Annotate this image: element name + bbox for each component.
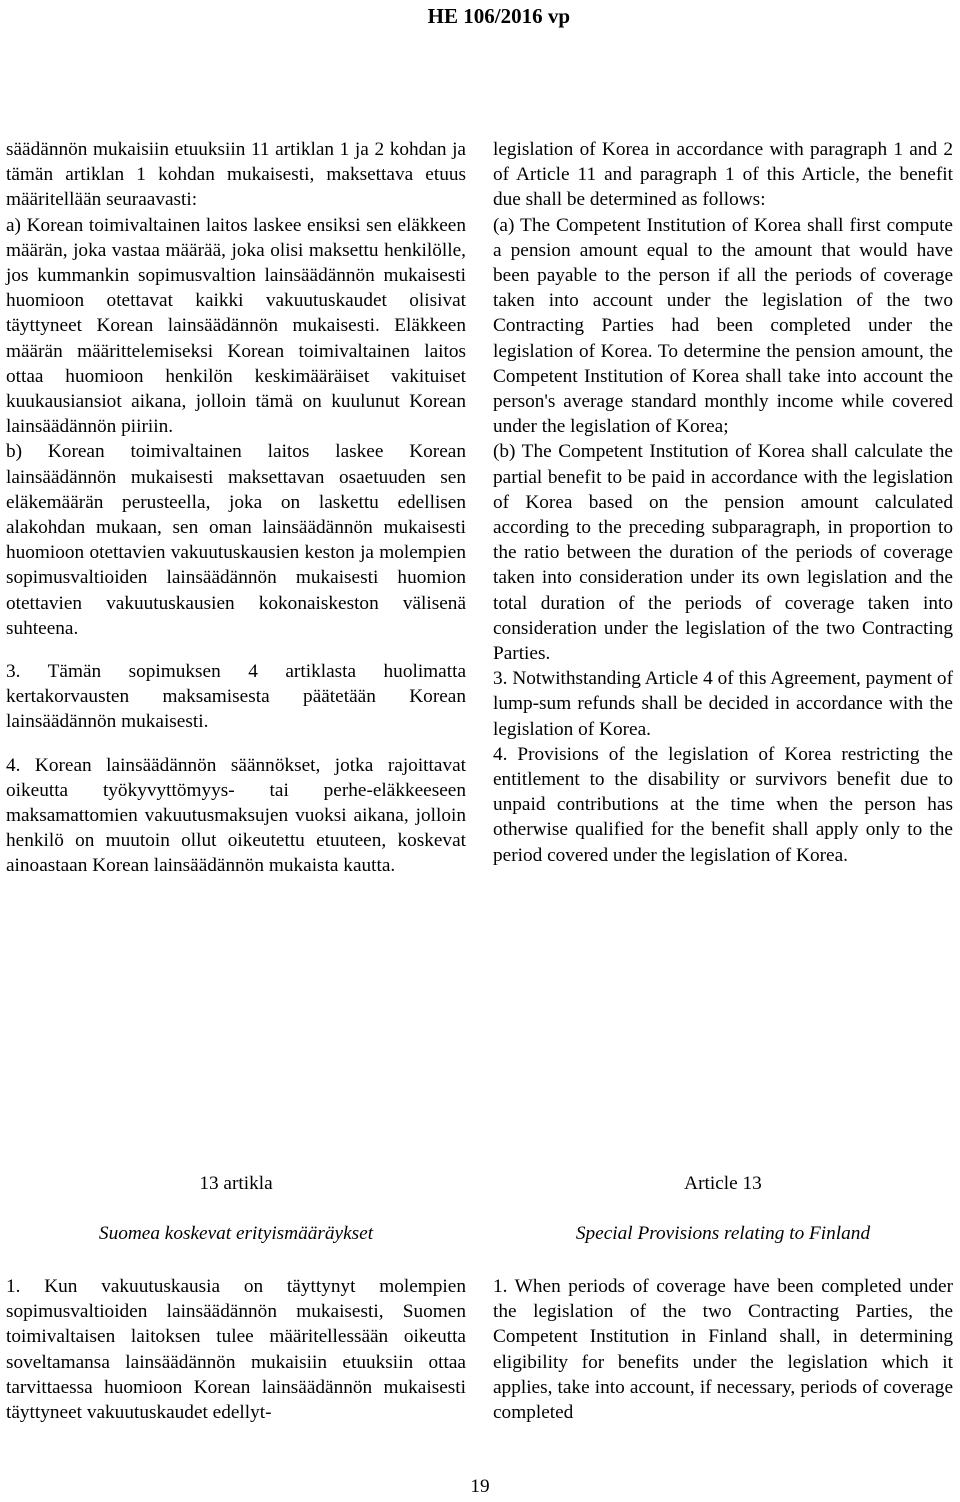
article-subtitle-fi: Suomea koskevat erityismääräykset: [98, 1223, 374, 1244]
finnish-column-top: [6, 137, 466, 879]
paragraph: säädännön mukaisiin etuuksiin 11 artiklan 1 ja 2 kohdan ja tämän artiklan 1 kohdan mukaisesti, maksettava etuus määritellään seuraavasti:: [6, 139, 466, 211]
paragraph: 1. Kun vakuutuskausia on täyttynyt molempien sopimusvaltioiden lainsäädännön mukaisesti, Suomen toimivaltaisen laitoksen tulee määritellessään oikeutta soveltamansa lainsäädännön mukaisiin etuuksiin ottaa tarvittaessa huomioon Korean lainsäädännön mukaisesti täyttyneet vakuutuskaudet edellyt-: [6, 1276, 466, 1424]
paragraph: 4. Korean lainsäädännön säännökset, jotka rajoittavat oikeutta työkyvyttömyys- tai perhe-eläkkeeseen maksamattomien vakuutusmaksujen vuoksi aikana, jolloin henkilö on muutoin ollut oikeutettu etuuteen, koskevat ainoastaan Korean lainsäädännön mukaista kautta.: [6, 754, 466, 877]
page-number: 19: [470, 1476, 490, 1497]
paragraph: (a) The Competent Institution of Korea shall first compute a pension amount equal to the amount that would have been payable to the person if all the periods of coverage taken into account under the legislation of the two Contracting Parties had been completed under the legislation of Korea. To determine the pension amount, the Competent Institution of Korea shall take into account the person's average standard monthly income while covered under the legislation of Korea;: [493, 214, 953, 438]
english-column-top: [493, 137, 953, 868]
paragraph: 3. Tämän sopimuksen 4 artiklasta huolimatta kertakorvausten maksamisesta päätetään Korean lainsäädännön mukaisesti.: [6, 661, 466, 733]
paragraph: legislation of Korea in accordance with paragraph 1 and 2 of Article 11 and paragraph 1 of this Article, the benefit due shall be determined as follows:: [493, 139, 953, 211]
paragraph: a) Korean toimivaltainen laitos laskee ensiksi sen eläkkeen määrän, joka vastaa määrää, joka olisi maksettu henkilölle, jos kummankin sopimusvaltion lainsäädännön mukaisesti huomioon otettavat kaikki vakuutuskaudet olisivat täyttyneet Korean lainsäädännön mukaisesti. Eläkkeen määrän määrittelemiseksi Korean toimivaltainen laitos ottaa huomioon henkilön keskimääräiset vakituiset kuukausiansiot aikana, jolloin tämä on kuulunut Korean lainsäädännön piiriin.: [6, 214, 466, 438]
paragraph: 4. Provisions of the legislation of Korea restricting the entitlement to the disability or survivors benefit due to unpaid contributions at the time when the person has otherwise qualified for the benefit shall apply only to the period covered under the legislation of Korea.: [493, 743, 953, 866]
paragraph: (b) The Competent Institution of Korea shall calculate the partial benefit to be paid in accordance with the legislation of Korea based on the pension amount calculated according to the preceding subparagraph, in proportion to the ratio between the duration of the periods of coverage taken into consideration under its own legislation and the total duration of the periods of coverage taken into consideration under the legislation of the two Contracting Parties.: [493, 441, 953, 665]
paragraph: b) Korean toimivaltainen laitos laskee Korean lainsäädännön mukaisesti maksettavan osaetuuden sen eläkemäärän perusteella, joka on laskettu edellisen alakohdan mukaan, sen oman lainsäädännön mukaisesti huomioon otettavien vakuutuskausien keston ja molempien sopimusvaltioiden lainsäädännön mukaisesti huomion otettavien vakuutuskausien kokonaiskeston välisenä suhteena.: [6, 441, 466, 639]
finnish-column-bottom: [6, 1274, 466, 1425]
paragraph: 3. Notwithstanding Article 4 of this Agreement, payment of lump-sum refunds shall be decided in accordance with the legislation of Korea.: [493, 668, 953, 740]
article-title-fi: 13 artikla: [199, 1173, 273, 1194]
article-subtitle-en: Special Provisions relating to Finland: [575, 1223, 871, 1244]
article-title-en: Article 13: [684, 1173, 762, 1194]
paragraph: 1. When periods of coverage have been completed under the legislation of the two Contracting Parties, the Competent Institution in Finland shall, in determining eligibility for benefits under the legislation which it applies, take into account, if necessary, periods of coverage completed: [493, 1276, 953, 1424]
document-id: HE 106/2016 vp: [427, 4, 570, 28]
english-column-bottom: [493, 1274, 953, 1425]
